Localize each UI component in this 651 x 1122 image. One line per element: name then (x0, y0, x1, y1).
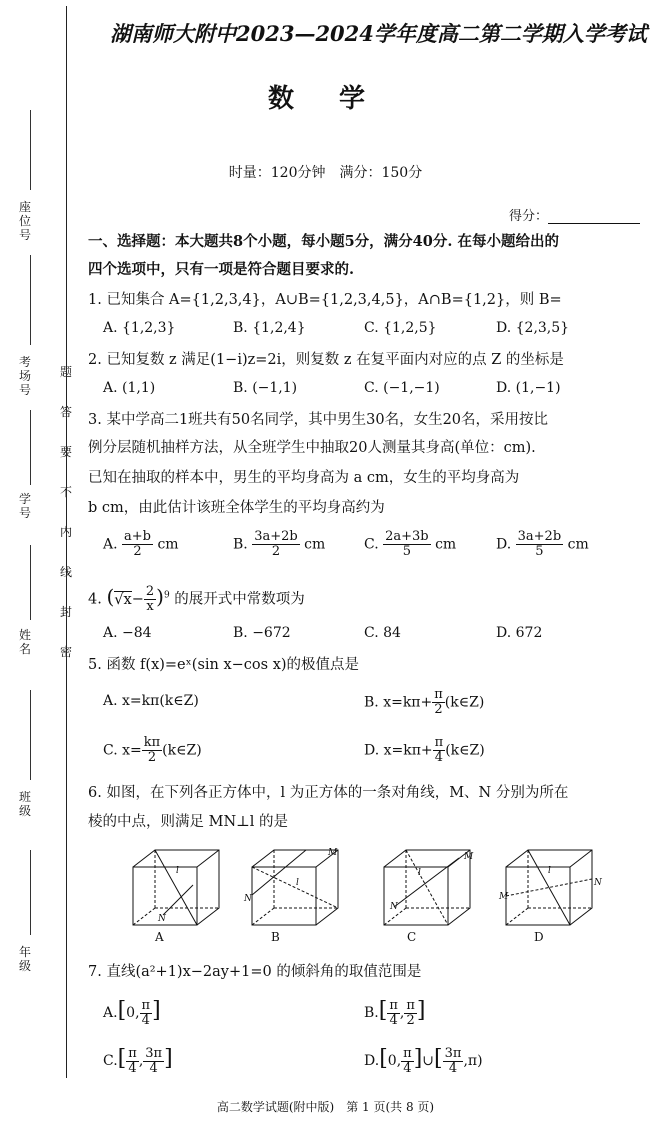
svg-text:N: N (158, 914, 166, 924)
cube-label-d: D (534, 930, 544, 944)
name-line (30, 545, 31, 620)
exam-room-line (30, 255, 31, 345)
svg-text:N: N (594, 878, 602, 888)
question-4-stem: 4. (√x− $\frac{2}{x}$ )$^9$ 的展开式中常数项为 (88, 584, 305, 614)
q7-option-d: D.[0, $\frac{\pi}{4}$ ]∪[ $\frac{3\pi}{4}$ ,π) (364, 1045, 483, 1076)
question-5-stem: 5. 函数 f(x)=eˣ(sin x−cos x)的极值点是 (88, 657, 360, 673)
cube-label-a: A (155, 930, 164, 944)
svg-text:N: N (244, 894, 252, 904)
svg-text:l: l (296, 878, 299, 888)
q4-option-d: D. 672 (496, 625, 543, 641)
cube-c (384, 850, 470, 925)
svg-text:N: N (390, 902, 398, 912)
cube-a (133, 850, 219, 925)
svg-text:l: l (176, 866, 179, 876)
question-6-stem-1: 6. 如图，在下列各正方体中，l 为正方体的一条对角线，M、N 分别为所在 (88, 785, 569, 801)
page-footer: 高二数学试题(附中版) 第 1 页(共 8 页) (216, 1100, 435, 1114)
cube-label-b: B (271, 930, 280, 944)
name-label: 姓名 (18, 628, 31, 656)
seat-number-label: 座位号 (18, 200, 31, 242)
question-1-stem: 1. 已知集合 A={1,2,3,4}，A∪B={1,2,3,4,5}，A∩B={1,2}，则 B= (88, 292, 562, 308)
q4-option-c: C. 84 (364, 625, 401, 641)
q1-option-d: D. {2,3,5} (496, 320, 570, 336)
q2-option-b: B. (−1,1) (233, 380, 298, 396)
q5-option-b: B. x=kπ+ $\frac{\pi}{2}$ (k∈Z) (364, 687, 485, 717)
q1-option-b: B. {1,2,4} (233, 320, 306, 336)
student-id-line (30, 410, 31, 485)
exam-room-label: 考场号 (18, 355, 31, 397)
q1-option-a: A. {1,2,3} (103, 320, 176, 336)
svg-text:M: M (328, 848, 338, 858)
class-line (30, 690, 31, 780)
student-id-label: 学号 (18, 492, 31, 520)
question-3-stem-3: 已知在抽取的样本中，男生的平均身高为 a cm，女生的平均身高为 (88, 470, 520, 486)
q3-option-d: D. $\frac{3a+2b}{5}$ cm (496, 529, 589, 559)
class-label: 班级 (18, 790, 31, 818)
svg-text:M: M (464, 852, 474, 862)
svg-text:l: l (418, 868, 421, 878)
cube-b (252, 850, 338, 925)
question-2-stem: 2. 已知复数 z 满足(1−i)z=2i，则复数 z 在复平面内对应的点 Z 的坐标是 (88, 352, 564, 368)
question-3-stem-2: 例分层随机抽样方法，从全班学生中抽取20人测量其身高(单位：cm). (88, 440, 536, 456)
q4-option-a: A. −84 (103, 625, 152, 641)
cube-d (506, 850, 592, 925)
q2-option-a: A. (1,1) (103, 380, 156, 396)
exam-info: 时量：120分钟 满分：150分 (228, 165, 423, 181)
grade-label: 年级 (18, 945, 31, 973)
score-field: 得分： (509, 205, 640, 224)
svg-text:l: l (548, 866, 551, 876)
q3-option-b: B. $\frac{3a+2b}{2}$ cm (233, 529, 326, 559)
q1-option-c: C. {1,2,5} (364, 320, 437, 336)
q5-option-a: A. x=kπ(k∈Z) (103, 693, 199, 709)
q3-option-c: C. $\frac{2a+3b}{5}$ cm (364, 529, 457, 559)
section-heading-line1: 一、选择题：本大题共8个小题，每小题5分，满分40分. 在每小题给出的 (88, 233, 559, 250)
svg-text:M: M (499, 892, 509, 902)
cube-figures (128, 845, 602, 945)
question-3-stem-4: b cm，由此估计该班全体学生的平均身高约为 (88, 500, 385, 516)
question-6-stem-2: 棱的中点，则满足 MN⊥l 的是 (88, 814, 289, 830)
q5-option-d: D. x=kπ+ $\frac{\pi}{4}$ (k∈Z) (364, 735, 485, 765)
section-heading-line2: 四个选项中，只有一项是符合题目要求的. (88, 261, 355, 278)
q4-option-b: B. −672 (233, 625, 291, 641)
q7-option-c: C.[ $\frac{\pi}{4}$ , $\frac{3\pi}{4}$ ] (103, 1045, 173, 1076)
q5-option-c: C. x= $\frac{k\pi}{2}$ (k∈Z) (103, 735, 202, 765)
grade-line (30, 850, 31, 935)
question-7-stem: 7. 直线(a²+1)x−2ay+1=0 的倾斜角的取值范围是 (88, 964, 422, 980)
q2-option-c: C. (−1,−1) (364, 380, 440, 396)
q3-option-a: A. $\frac{a+b}{2}$ cm (103, 529, 179, 559)
q7-option-b: B.[ $\frac{\pi}{4}$ , $\frac{\pi}{2}$ ] (364, 997, 426, 1028)
q7-option-a: A.[0, $\frac{\pi}{4}$ ] (103, 997, 161, 1028)
exam-title: 湖南师大附中2023—2024学年度高二第二学期入学考试 (110, 21, 647, 46)
question-3-stem-1: 3. 某中学高二1班共有50名同学，其中男生30名，女生20名，采用按比 (88, 412, 549, 428)
q2-option-d: D. (1,−1) (496, 380, 561, 396)
subject-title: 数 学 (267, 84, 384, 114)
cube-label-c: C (407, 930, 417, 944)
seal-warning-text: 题 答 要 不 内 线 封 密 (59, 365, 72, 659)
